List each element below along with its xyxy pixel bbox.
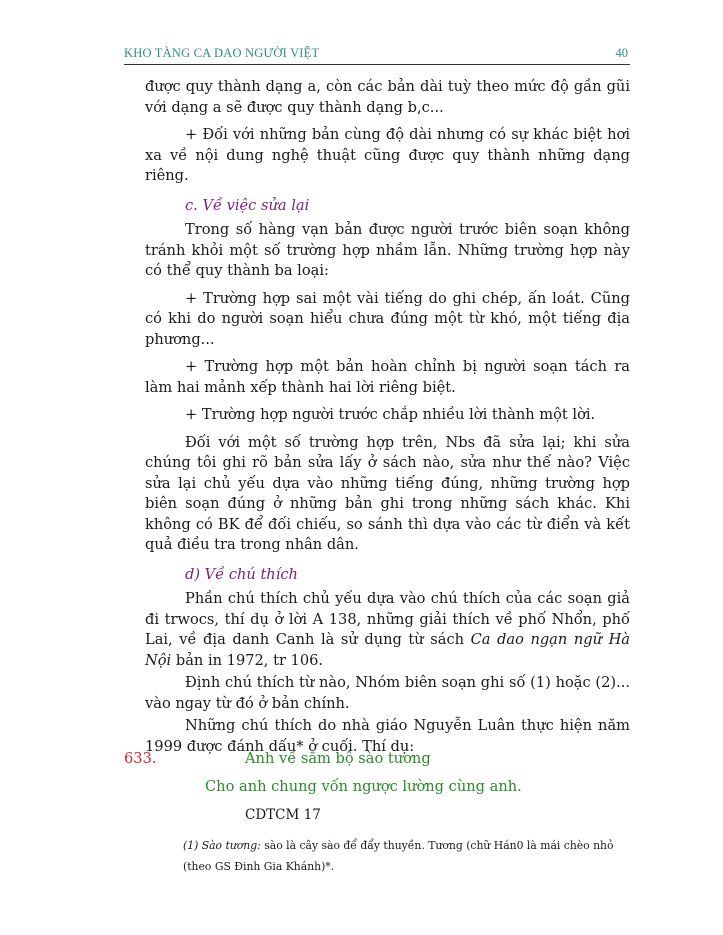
paragraph <box>145 589 630 671</box>
paragraph-text: bản in 1972, tr 106. <box>171 651 324 669</box>
footnote <box>183 835 633 877</box>
paragraph: + Trường hợp người trước chắp nhiều lời thành một lời. <box>185 406 596 423</box>
footnote-text: sào là cây sào để đẩy thuyền. Tương (chữ Hán0 là mái chèo nhỏ (theo GS Đinh Gia Khánh)*. <box>183 839 614 873</box>
poem-line: Cho anh chung vốn ngược lường cùng anh. <box>205 778 522 795</box>
paragraph: Định chú thích từ nào, Nhóm biên soạn ghi số (1) hoặc (2)... vào ngay từ đó ở bản chính. <box>145 674 630 712</box>
paragraph: + Trường hợp sai một vài tiếng do ghi chép, ấn loát. Cũng có khi do người soạn hiểu chưa đúng một từ khó, một tiếng địa phương... <box>145 289 630 348</box>
main-text <box>145 77 630 759</box>
poem-line: Anh về sắm bộ sào tương <box>245 750 431 767</box>
paragraph: + Đối với những bản cùng độ dài nhưng có sự khác biệt hơi xa về nội dung nghệ thuật cũng được quy thành những dạng riêng. <box>145 126 630 184</box>
footnote-term: (1) Sào tương: <box>183 839 261 852</box>
page-header <box>124 44 630 65</box>
page-number: 40 <box>615 46 628 60</box>
book-title: KHO TÀNG CA DAO NGƯỜI VIỆT <box>124 46 320 60</box>
book-reference: Ca dao ngạn ngữ Hà Nội <box>145 631 630 669</box>
poem-number: 633. <box>124 750 157 767</box>
section-heading-c: c. Về việc sửa lại <box>185 196 310 214</box>
paragraph: Những chú thích do nhà giáo Nguyễn Luân thực hiện năm 1999 được đánh dấu* ở cuối. Thí dụ: <box>145 717 630 755</box>
paragraph-text: Phần chú thích chủ yếu dựa vào chú thích của các soạn giả đi trwocs, thí dụ ở lời A 138, những giải thích về phố Nhổn, phố Lai, về địa danh Canh là sử dụng từ sách <box>145 590 630 648</box>
paragraph: + Trường hợp một bản hoàn chỉnh bị người soạn tách ra làm hai mảnh xếp thành hai lời riêng biệt. <box>145 358 630 396</box>
paragraph: Đối với một số trường hợp trên, Nbs đã sửa lại; khi sửa chúng tôi ghi rõ bản sửa lấy ở sách nào, sửa như thế nào? Việc sửa lại chủ yếu dựa vào những tiếng đúng, những trường hợp biên soạn đúng ở những bản ghi trong những sách khác. Khi không có BK để đối chiếu, so sánh thì dựa vào các từ điển và kết quả điều tra trong nhân dân. <box>145 433 630 553</box>
paragraph: Trong số hàng vạn bản được người trước biên soạn không tránh khỏi một số trường hợp nhầm lẫn. Những trường hợp này có thể quy thành ba loại: <box>145 221 630 279</box>
section-heading-d: d) Về chú thích <box>185 565 298 583</box>
paragraph: được quy thành dạng a, còn các bản dài tuỳ theo mức độ gần gũi với dạng a sẽ được quy thành dạng b,c... <box>145 78 630 116</box>
poem-source: CDTCM 17 <box>245 807 321 823</box>
